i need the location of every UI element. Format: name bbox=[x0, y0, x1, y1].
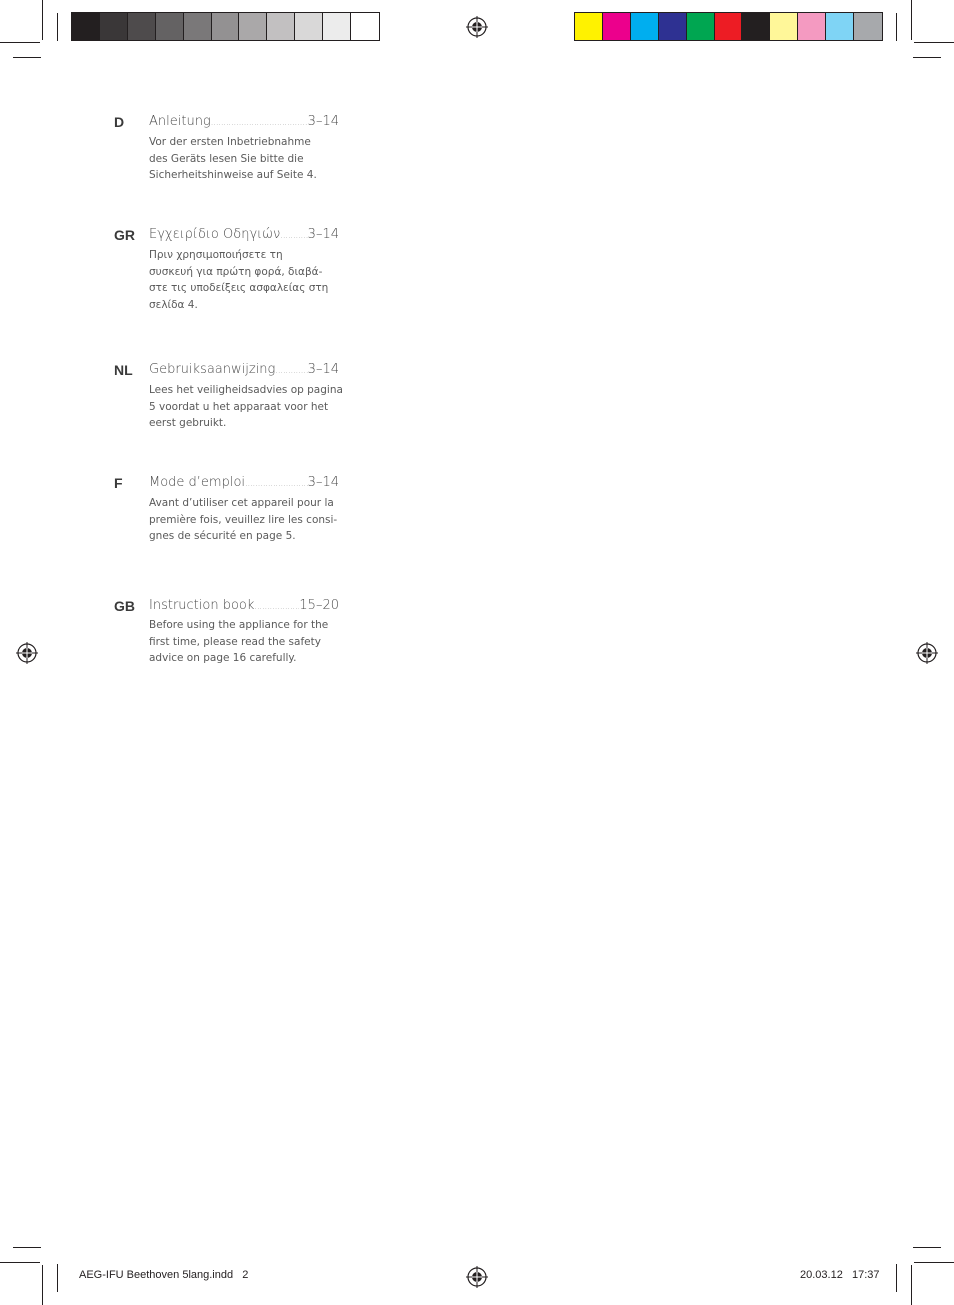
color-swatch bbox=[603, 13, 631, 40]
crop-mark bbox=[913, 1247, 941, 1248]
language-code: NL bbox=[114, 362, 133, 378]
color-swatch bbox=[100, 13, 128, 40]
toc-title: Mode d’emploi bbox=[149, 475, 246, 490]
page-range: 3–14 bbox=[307, 475, 339, 490]
color-swatch bbox=[351, 13, 379, 40]
toc-line bbox=[149, 598, 339, 613]
registration-mark-icon bbox=[466, 16, 488, 38]
color-swatch bbox=[687, 13, 715, 40]
crop-mark bbox=[42, 1265, 43, 1305]
color-swatch bbox=[72, 13, 100, 40]
color-swatch bbox=[295, 13, 323, 40]
registration-mark-icon bbox=[16, 642, 38, 664]
toc-line bbox=[149, 114, 339, 129]
color-swatch bbox=[742, 13, 770, 40]
toc-note: Lees het veiligheidsadvies op pagina 5 voordat u het apparaat voor het eerst gebruikt. bbox=[149, 384, 343, 429]
dot-leader bbox=[245, 479, 308, 488]
crop-mark bbox=[57, 13, 58, 41]
crop-mark bbox=[0, 42, 40, 43]
toc-note: Avant d’utiliser cet appareil pour la première fois, veuillez lire les consi- gnes de sécurité en page 5. bbox=[149, 497, 338, 542]
crop-mark bbox=[42, 0, 43, 40]
dot-leader bbox=[254, 602, 299, 611]
crop-mark bbox=[914, 42, 954, 43]
color-swatch bbox=[575, 13, 603, 40]
toc-note: Before using the appliance for the first time, please read the safety advice on page 16 carefully. bbox=[149, 619, 329, 664]
crop-mark bbox=[911, 0, 912, 40]
color-swatch bbox=[184, 13, 212, 40]
crop-mark bbox=[0, 1262, 40, 1263]
color-swatch bbox=[798, 13, 826, 40]
toc-note: Vor der ersten Inbetriebnahme des Geräts lesen Sie bitte die Sicherheitshinweise auf Seite 4. bbox=[149, 136, 317, 181]
crop-mark bbox=[13, 1247, 41, 1248]
toc-line bbox=[149, 227, 339, 242]
color-swatch bbox=[156, 13, 184, 40]
color-swatch bbox=[854, 13, 882, 40]
registration-mark-icon bbox=[916, 642, 938, 664]
color-swatch bbox=[659, 13, 687, 40]
color-swatch bbox=[212, 13, 240, 40]
toc-line bbox=[149, 475, 339, 490]
dot-leader bbox=[211, 118, 308, 127]
color-swatch bbox=[239, 13, 267, 40]
page-range: 3–14 bbox=[307, 114, 339, 129]
toc-title: Gebruiksaanwijzing bbox=[149, 362, 276, 377]
color-swatch bbox=[826, 13, 854, 40]
grayscale-color-bar bbox=[71, 12, 380, 41]
color-swatch bbox=[715, 13, 743, 40]
language-code: F bbox=[114, 475, 123, 491]
dot-leader bbox=[280, 231, 307, 240]
color-swatch bbox=[267, 13, 295, 40]
page-range: 15–20 bbox=[299, 598, 339, 613]
color-swatch bbox=[323, 13, 351, 40]
crop-mark bbox=[896, 1264, 897, 1292]
crop-mark bbox=[913, 57, 941, 58]
crop-mark bbox=[13, 57, 41, 58]
toc-title: Instruction book bbox=[149, 598, 255, 613]
toc-note: Πριν χρησιμοποιήσετε τη συσκευή για πρώτη φορά, διαβά- στε τις υποδείξεις ασφαλείας στη σελίδα 4. bbox=[149, 249, 329, 311]
language-code: GB bbox=[114, 598, 135, 614]
page-range: 3–14 bbox=[307, 362, 339, 377]
file-slug: AEG-IFU Beethoven 5lang.indd 2 bbox=[79, 1269, 249, 1281]
crop-mark bbox=[896, 13, 897, 41]
color-swatch bbox=[631, 13, 659, 40]
toc-title: Εγχειρίδιο Οδηγιών bbox=[149, 227, 281, 242]
registration-mark-icon bbox=[466, 1266, 488, 1288]
crop-mark bbox=[914, 1262, 954, 1263]
process-color-bar bbox=[574, 12, 883, 41]
page-range: 3–14 bbox=[307, 227, 339, 242]
language-code: D bbox=[114, 114, 125, 130]
crop-mark bbox=[57, 1264, 58, 1292]
color-swatch bbox=[770, 13, 798, 40]
crop-mark bbox=[911, 1265, 912, 1305]
date-slug: 20.03.12 17:37 bbox=[800, 1269, 880, 1281]
dot-leader bbox=[275, 366, 307, 375]
color-swatch bbox=[128, 13, 156, 40]
toc-title: Anleitung bbox=[149, 114, 211, 129]
language-code: GR bbox=[114, 227, 135, 243]
toc-line bbox=[149, 362, 339, 377]
